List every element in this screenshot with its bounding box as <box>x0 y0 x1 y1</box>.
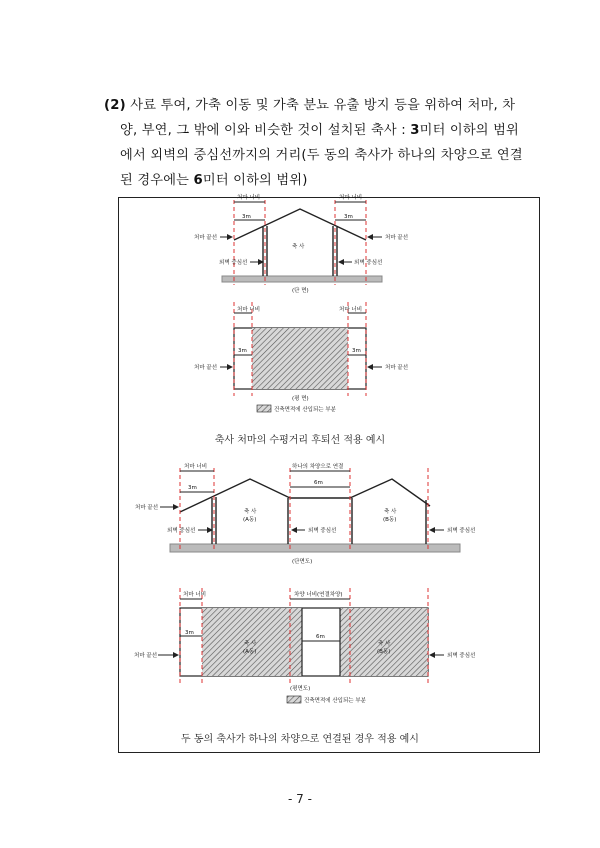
fig2-plan-title: (평면도) <box>290 686 311 692</box>
line1-text: 사료 투여, 가축 이동 및 가축 분뇨 유출 방지 등을 위하여 처마, 차 <box>130 98 516 113</box>
fig2-eave-end: 처마 끝선 <box>135 505 159 511</box>
page-number: - 7 - <box>288 792 312 806</box>
fig2-legend-text: 건축면적에 산입되는 부분 <box>304 698 366 704</box>
fig2-plan-3m: 3m <box>185 630 194 636</box>
fig2-barn-a: 축 사 <box>244 509 257 515</box>
line2-text-a: 양, 부연, 그 밖에 이와 비슷한 것이 설치된 축사 : <box>120 123 411 138</box>
fig2-barn-b: 축 사 <box>384 509 397 515</box>
fig2-plan-barn-a: 축 사 <box>244 641 257 647</box>
fig1-eave-end-right: 처마 끝선 <box>385 235 409 241</box>
fig2-plan-barn-b-tag: (B동) <box>377 649 391 655</box>
fig2-plan-eave-width: 처마 너비 <box>183 592 207 598</box>
fig2-wall-center-mid: 외벽 중심선 <box>308 528 337 534</box>
fig1-plan-hatched-area <box>252 328 348 389</box>
line2-bold-3: 3 <box>410 123 420 138</box>
line4-text-a: 된 경우에는 <box>120 173 194 188</box>
fig1-wall-center-left: 외벽 중심선 <box>219 260 248 266</box>
line3-text: 에서 외벽의 중심선까지의 거리(두 동의 축사가 하나의 차양으로 연결 <box>120 148 523 163</box>
fig1-wall-center-right: 외벽 중심선 <box>354 260 383 266</box>
fig2-roof-b <box>350 479 430 506</box>
fig1-plan-title: (평 면) <box>292 396 309 402</box>
fig2-barn-a-tag: (A동) <box>243 517 257 523</box>
figure2-caption: 두 동의 축사가 하나의 차양으로 연결된 경우 적용 예시 <box>181 734 419 745</box>
fig1-plan-3m-right: 3m <box>352 348 361 354</box>
fig1-legend-text: 건축면적에 산입되는 부분 <box>274 407 336 413</box>
fig2-plan-canopy-width: 차양 너비(연결차양) <box>294 592 343 598</box>
fig1-eave-end-left: 처마 끝선 <box>194 235 218 241</box>
line4-bold-6: 6 <box>193 173 203 188</box>
fig2-plan-wall-center: 외벽 중심선 <box>447 653 476 659</box>
fig1-plan-eave-end-left: 처마 끝선 <box>194 365 218 371</box>
fig2-section-title: (단면도) <box>292 559 313 565</box>
fig1-3m-left: 3m <box>242 214 251 220</box>
fig1-plan-eave-width-right: 처마 너비 <box>339 307 363 313</box>
item-number: (2) <box>104 98 126 113</box>
fig2-barn-b-tag: (B동) <box>383 517 397 523</box>
fig1-plan-3m-left: 3m <box>238 348 247 354</box>
fig1-legend-swatch <box>257 405 271 412</box>
fig2-wall-center-left: 외벽 중심선 <box>167 528 196 534</box>
fig1-barn-label: 축 사 <box>292 244 305 250</box>
fig1-3m-right: 3m <box>344 214 353 220</box>
fig2-connect-label: 하나의 차양으로 연결 <box>292 464 344 470</box>
fig2-plan-eave-end: 처마 끝선 <box>134 653 158 659</box>
fig2-plan-barn-a-tag: (A동) <box>243 649 257 655</box>
fig2-plan-barn-b: 축 사 <box>378 641 391 647</box>
fig1-section <box>220 200 382 285</box>
fig1-plan-eave-end-right: 처마 끝선 <box>385 365 409 371</box>
fig1-plan-eave-width-left: 처마 너비 <box>237 307 261 313</box>
fig2-3m: 3m <box>188 485 197 491</box>
fig2-legend-swatch <box>287 696 301 703</box>
fig2-roof-a <box>180 479 290 512</box>
fig2-plan-6m: 6m <box>316 634 325 640</box>
fig1-eave-width-right: 처마 너비 <box>339 195 363 201</box>
fig2-section <box>160 468 460 552</box>
fig2-6m: 6m <box>314 480 323 486</box>
fig1-section-title: (단 면) <box>292 288 309 294</box>
fig2-wall-center-right: 외벽 중심선 <box>447 528 476 534</box>
fig1-ground <box>222 276 382 282</box>
fig2-eave-width: 처마 너비 <box>184 464 208 470</box>
figure1-caption: 축사 처마의 수평거리 후퇴선 적용 예시 <box>214 435 386 446</box>
fig1-eave-width-left: 처마 너비 <box>237 195 261 201</box>
line4-text-c: 미터 이하의 범위) <box>202 173 308 188</box>
line2-text-c: 미터 이하의 범위 <box>419 123 519 138</box>
